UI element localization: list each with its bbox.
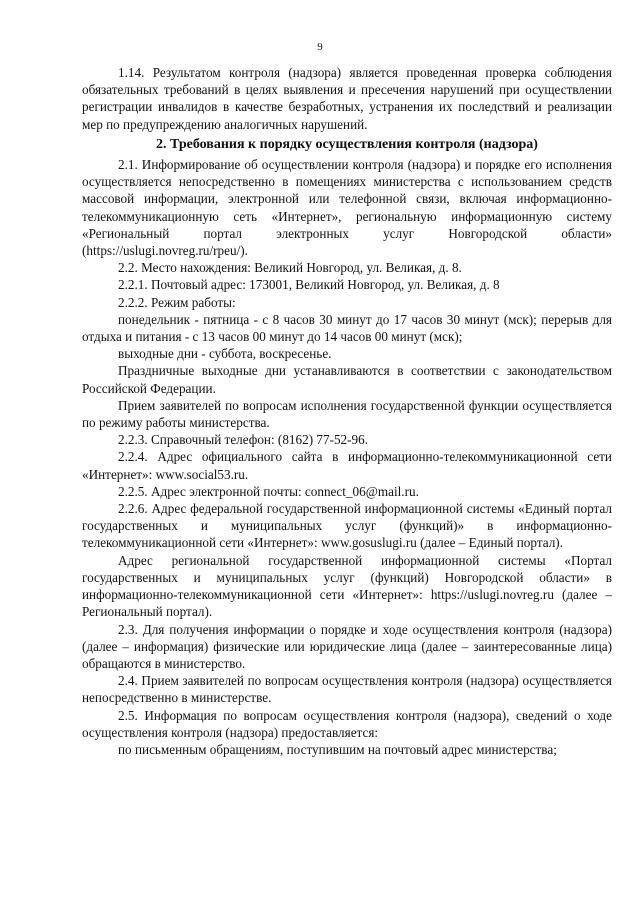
paragraph-2-2: 2.2. Место нахождения: Великий Новгород, ул. Великая, д. 8. — [118, 260, 462, 276]
paragraph-days-off: выходные дни - суббота, воскресенье. — [118, 346, 332, 362]
paragraph-2-2-3: 2.2.3. Справочный телефон: (8162) 77-52-96. — [118, 432, 369, 448]
paragraph-reception: Прием заявителей по вопросам исполнения государственной функции осуществляется по режиму работы министерства. — [82, 397, 612, 431]
paragraph-2-2-5: 2.2.5. Адрес электронной почты: connect_06@mail.ru. — [118, 483, 419, 499]
paragraph-2-2-4: 2.2.4. Адрес официального сайта в информационно-телекоммуникационной сети «Интернет»: www.social53.ru. — [82, 449, 612, 482]
paragraph-holidays: Праздничные выходные дни устанавливаются в соответствии с законодательством Российской Федерации. — [82, 363, 612, 396]
paragraph-2-1: 2.1. Информирование об осуществлении контроля (надзора) и порядке его исполнения осуществляется непосредственно в помещениях министерства с использованием средств массовой информации, электронной или телефонной связи, включая информационно-телекоммуникационную сеть «Интернет», региональную информационную систему «Региональный портал электронных услуг Новгородской области» (https://uslugi.novreg.ru/rpeu/). — [82, 157, 612, 259]
paragraph-2-2-6: 2.2.6. Адрес федеральной государственной информационной системы «Единый портал государственных и муниципальных услуг (функций)» в информационно-телекоммуникационной сети «Интернет»: www.gosuslugi.ru (далее – Единый портал). — [82, 501, 612, 551]
paragraph-2-2-2: 2.2.2. Режим работы: — [118, 294, 236, 310]
paragraph-regional-portal: Адрес региональной государственной информационной системы «Портал государственных и муниципальных услуг (функций) Новгородской области» в информационно-телекоммуникационной сети «Интернет»: https://uslugi.novreg.ru (далее – Региональный портал). — [82, 552, 612, 620]
paragraph-2-5: 2.5. Информация по вопросам осуществления контроля (надзора), сведений о ходе осуществления контроля (надзора) предоставляется: — [82, 707, 612, 740]
document-body — [82, 64, 612, 758]
paragraph-2-4: 2.4. Прием заявителей по вопросам осуществления контроля (надзора) осуществляется непосредственно в министерстве. — [82, 673, 612, 706]
paragraph-working-hours: понедельник - пятница - с 8 часов 30 минут до 17 часов 30 минут (мск); перерыв для отдыха и питания - с 13 часов 00 минут до 14 часов 00 минут (мск); — [82, 311, 612, 345]
section-heading: 2. Требования к порядку осуществления контроля (надзора) — [156, 136, 538, 152]
page-number: 9 — [317, 41, 323, 53]
paragraph-written-requests: по письменным обращениям, поступившим на почтовый адрес министерства; — [118, 741, 557, 757]
paragraph-1-14: 1.14. Результатом контроля (надзора) является проведенная проверка соблюдения обязательных требований в целях выявления и пресечения нарушений при осуществлении регистрации инвалидов в качестве безработных, устранения их последствий и реализации мер по предупреждению аналогичных нарушений. — [82, 65, 612, 132]
paragraph-2-3: 2.3. Для получения информации о порядке и ходе осуществления контроля (надзора) (далее – информация) физические или юридические лица (далее – заинтересованные лица) обращаются в министерство. — [82, 621, 612, 671]
paragraph-2-2-1: 2.2.1. Почтовый адрес: 173001, Великий Новгород, ул. Великая, д. 8 — [118, 277, 500, 293]
